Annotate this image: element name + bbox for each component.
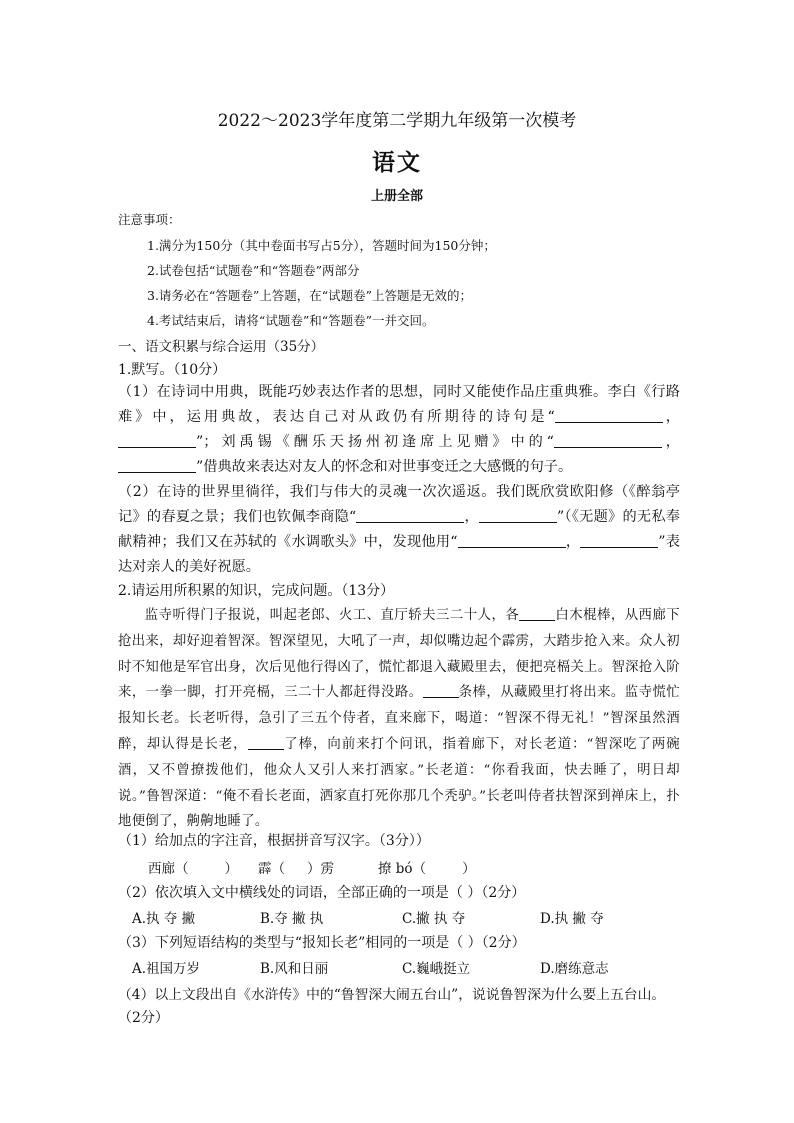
question-2-title: 2.请运用所积累的知识，完成问题。（13分） xyxy=(118,583,395,599)
passage-text-2: 白木棍棒，从西廊下抢出来，却好迎着智深。智深望见，大吼了一声，却似嘴边起个霹雳，大踏步抢入来。众人初时不知他是军官出身，次后见他行得凶了，慌忙都退入藏殿里去，便把亮槅关上。智深抢入阶来，一拳一脚，打开亮槅，三二十人都赶得没路。 xyxy=(118,608,680,701)
exam-title: 2022～2023学年度第二学期九年级第一次模考 xyxy=(217,111,577,131)
answer-blank[interactable] xyxy=(555,408,663,423)
exam-scope: 上册全部 xyxy=(370,189,423,204)
notice-item-3: 3.请务必在“答题卷”上答题，在“试题卷”上答题是无效的； xyxy=(147,288,472,303)
q1-1-text-c: ”；刘禹锡《酬乐天扬州初逢席上见赠》中的“ xyxy=(196,434,554,450)
pinyin-item-2 xyxy=(258,857,334,877)
sub-question-4: （4）以上文段出自《水浒传》中的“鲁智深大闹五台山”，说说鲁智深为什么要上五台山。 xyxy=(118,987,666,1003)
subject-title: 语文 xyxy=(372,149,422,176)
pinyin-word-1: 西廊（ xyxy=(148,861,189,877)
answer-blank[interactable] xyxy=(458,533,566,548)
sub-question-3: （3）下列短语结构的类型与“报知长老”相同的一项是（ ）（2分） xyxy=(118,935,526,951)
answer-blank[interactable] xyxy=(580,533,658,548)
answer-blank[interactable] xyxy=(519,606,555,621)
sub-question-2: （2）依次填入文中横线处的词语，全部正确的一项是（ ）（2分） xyxy=(118,885,526,901)
sub-question-1: （1）给加点的字注音，根据拼音写汉字。（3分）） xyxy=(118,833,430,849)
sub3-option-b[interactable]: B.风和日丽 xyxy=(260,961,329,977)
q1-2-comma: ， xyxy=(464,509,479,525)
q1-2-text-a: （2）在诗的世界里徜徉，我们与伟大的灵魂一次次遥返。我们既欣赏欧阳修（《醉翁亭记》的春夏之景；我们也钦佩李商隐“ xyxy=(118,484,680,525)
sub3-option-c[interactable]: C.巍峨挺立 xyxy=(402,961,471,977)
notice-heading: 注意事项： xyxy=(118,212,181,227)
answer-blank[interactable] xyxy=(479,508,557,523)
section-heading: 一、语文积累与综合运用（35分） xyxy=(118,339,325,355)
sub3-option-d[interactable]: D.磨练意志 xyxy=(540,961,609,977)
pinyin-close-3: ） xyxy=(462,861,476,877)
notice-item-4: 4.考试结束后，请将“试题卷”和“答题卷”一并交回。 xyxy=(147,313,435,328)
passage-text-3: 条棒，从藏殿里打将出来。监寺慌忙报知长老。长老听得，急引了三五个侍者，直来廊下，喝道：“智深不得无礼！”智深虽然酒醉，却认得是长老， xyxy=(118,685,680,752)
reading-passage xyxy=(118,603,680,835)
notice-item-2: 2.试卷包括“试题卷”和“答题卷”两部分 xyxy=(147,263,360,278)
answer-blank[interactable] xyxy=(118,458,196,473)
q1-1-comma-2: ， xyxy=(661,434,680,450)
q1-1-text-a: （1）在诗词中用典，既能巧妙表达作者的思想，同时又能使作品庄重典雅。李白《行路难》中，运用典故，表达自己对从政仍有所期待的诗句是“ xyxy=(118,384,680,425)
question-1-title: 1.默写。（10分） xyxy=(118,362,227,378)
passage-text-1: 监寺听得门子报说，叫起老郎、火工、直厅轿夫三二十人，各 xyxy=(144,608,520,623)
question-1-part-1 xyxy=(118,380,680,480)
q1-2-comma-2: ， xyxy=(565,534,581,550)
pinyin-item-1 xyxy=(148,857,238,877)
answer-blank[interactable] xyxy=(356,508,464,523)
answer-blank[interactable] xyxy=(118,433,196,448)
sub2-option-b[interactable]: B.夺 撇 执 xyxy=(260,911,324,927)
answer-blank[interactable] xyxy=(423,683,459,698)
sub3-option-a[interactable]: A.祖国万岁 xyxy=(132,961,201,977)
pinyin-close-2: ）雳 xyxy=(307,861,334,877)
sub-question-4-score: （2分） xyxy=(118,1010,169,1026)
answer-blank[interactable] xyxy=(554,433,662,448)
pinyin-close-1: ） xyxy=(224,861,238,877)
pinyin-word-3: 撩 bó（ xyxy=(378,861,427,877)
answer-blank[interactable] xyxy=(426,861,462,875)
answer-blank[interactable] xyxy=(189,861,225,875)
sub2-option-c[interactable]: C.撇 执 夺 xyxy=(402,911,466,927)
q1-2-text-c: ”（《无题》的无私奉献精神；我们又在苏轼的《水调歌头》中，发现他用“ xyxy=(118,509,680,550)
answer-blank[interactable] xyxy=(285,861,307,875)
q1-1-text-e: ”借典故来表达对友人的怀念和对世事变迁之大感慨的句子。 xyxy=(196,459,573,475)
answer-blank[interactable] xyxy=(248,735,284,750)
pinyin-item-3 xyxy=(378,857,476,877)
passage-text-4: 了棒，向前来打个问讯，指着廊下，对长老道：“智深吃了两碗酒，又不曾撩拨他们，他众人又引人来打洒家。”长老道：“你看我面，快去睡了，明日却说。”鲁智深道：“俺不看长老面，洒家直打死你那几个秃驴。”长老叫侍者扶智深到禅床上，扑地便倒了，齁齁地睡了。 xyxy=(118,736,681,830)
sub2-option-a[interactable]: A.执 夺 撇 xyxy=(132,911,196,927)
question-1-part-2 xyxy=(118,480,680,580)
notice-item-1: 1.满分为150分（其中卷面书写占5分），答题时间为150分钟； xyxy=(147,238,496,253)
q1-1-comma: ， xyxy=(662,409,680,425)
sub2-option-d[interactable]: D.执 撇 夺 xyxy=(540,911,604,927)
pinyin-word-2: 霹（ xyxy=(258,861,285,877)
q1-2-text-e: ”表达对亲人的美好祝愿。 xyxy=(118,534,680,575)
